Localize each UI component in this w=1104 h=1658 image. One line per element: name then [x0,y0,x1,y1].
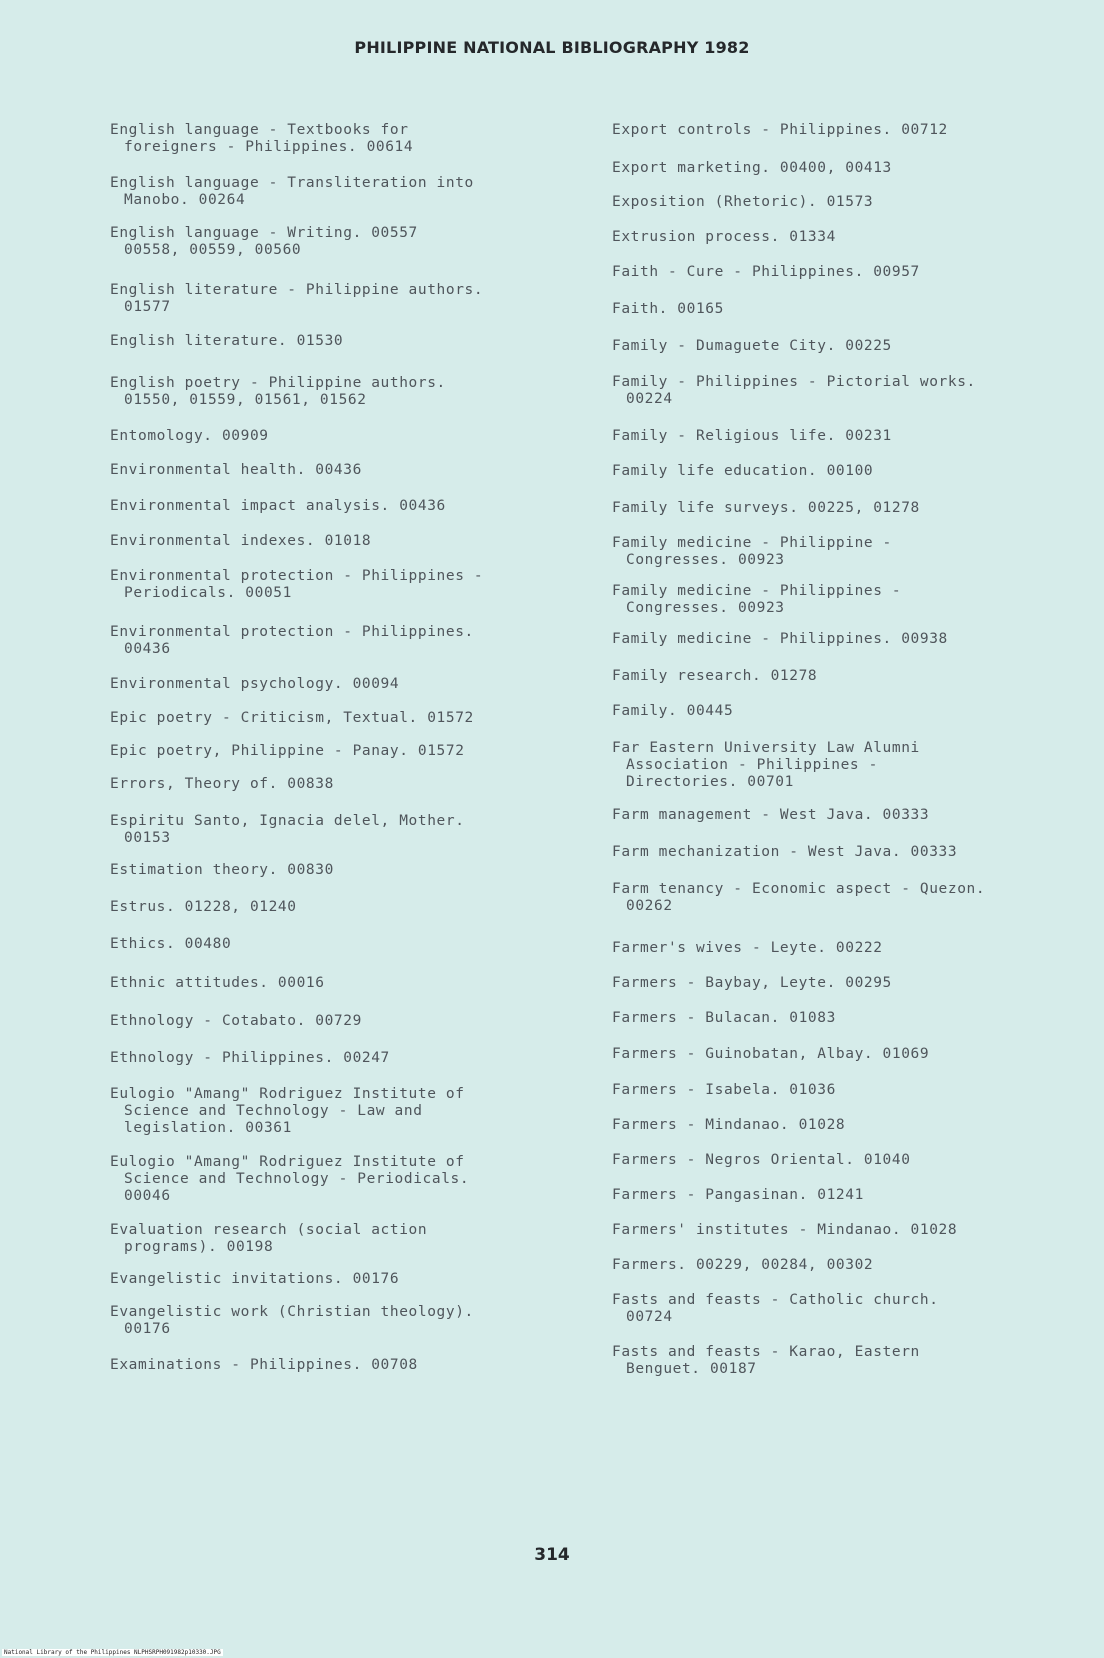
index-entry [612,740,1082,791]
page-number: 314 [534,1545,570,1565]
index-entry-line: Farmers - Pangasinan. 01241 [612,1187,864,1203]
index-entry-line: Entomology. 00909 [110,428,269,444]
index-entry [612,264,1082,281]
index-entry [612,1152,1082,1169]
index-entry-line: foreigners - Philippines. 00614 [124,139,414,155]
index-entry-line: Manobo. 00264 [124,192,246,208]
index-entry-line: Farm tenancy - Economic aspect - Quezon. [612,881,986,897]
index-entry [110,975,580,992]
index-entry [612,940,1082,957]
index-entry [612,1187,1082,1204]
index-entry-line: Farmers - Guinobatan, Albay. 01069 [612,1046,930,1062]
index-entry-line: Evangelistic invitations. 00176 [110,1271,400,1287]
index-entry [110,462,580,479]
index-entry [612,229,1082,246]
index-entry-line: Export controls - Philippines. 00712 [612,122,948,138]
index-entry [612,807,1082,824]
index-entry-line: English poetry - Philippine authors. [110,375,446,391]
index-entry-line: Estimation theory. 00830 [110,862,334,878]
index-entry [110,899,580,916]
index-entry-line: Ethics. 00480 [110,936,232,952]
index-entry [110,862,580,879]
index-entry-line: Family - Religious life. 00231 [612,428,892,444]
index-entry [612,1257,1082,1274]
index-entry [110,568,580,602]
index-entry-line: Ethnology - Cotabato. 00729 [110,1013,362,1029]
index-entry [110,1154,580,1205]
index-entry-line: 01577 [124,299,171,315]
index-entry-line: Periodicals. 00051 [124,585,292,601]
index-entry [612,122,1082,139]
index-entry-line: Science and Technology - Periodicals. [124,1171,470,1187]
index-entry-line: Environmental protection - Philippines. [110,624,474,640]
index-entry [110,813,580,847]
index-entry [612,1046,1082,1063]
index-entry-line: Environmental protection - Philippines - [110,568,484,584]
index-entry-line: 00436 [124,641,171,657]
index-entry-line: Farmers - Negros Oriental. 01040 [612,1152,911,1168]
index-entry [110,375,580,409]
index-entry [612,881,1082,915]
index-entry [110,428,580,445]
index-entry-line: Family life surveys. 00225, 01278 [612,500,920,516]
index-entry [110,1013,580,1030]
index-entry-line: Family medicine - Philippine - [612,535,892,551]
index-entry-line: Farmers - Mindanao. 01028 [612,1117,846,1133]
index-entry-line: Farmers. 00229, 00284, 00302 [612,1257,874,1273]
index-entry-line: Benguet. 00187 [626,1361,757,1377]
index-entry-line: English language - Textbooks for [110,122,409,138]
index-entry [110,624,580,658]
index-entry [110,776,580,793]
index-entry-line: 00046 [124,1188,171,1204]
index-entry-line: Family - Philippines - Pictorial works. [612,374,976,390]
index-entry-line: Exposition (Rhetoric). 01573 [612,194,874,210]
index-entry-line: Association - Philippines - [626,757,878,773]
index-entry-line: programs). 00198 [124,1239,274,1255]
index-entry-line: Environmental psychology. 00094 [110,676,400,692]
index-entry-line: Eulogio "Amang" Rodriguez Institute of [110,1086,465,1102]
index-entry [612,1292,1082,1326]
index-entry [612,631,1082,648]
index-entry [110,1304,580,1338]
index-entry [612,975,1082,992]
index-entry-line: 00262 [626,898,673,914]
index-entry [612,1010,1082,1027]
index-entry-line: 00558, 00559, 00560 [124,242,302,258]
index-entry-line: Farmers - Isabela. 01036 [612,1082,836,1098]
index-entry [110,1271,580,1288]
index-entry-line: Estrus. 01228, 01240 [110,899,297,915]
index-entry [110,676,580,693]
index-entry [612,583,1082,617]
index-entry-line: Ethnic attitudes. 00016 [110,975,325,991]
index-entry-line: Family - Dumaguete City. 00225 [612,338,892,354]
index-entry-line: Congresses. 00923 [626,552,785,568]
index-entry-line: 01550, 01559, 01561, 01562 [124,392,367,408]
index-entry [612,1117,1082,1134]
index-entry-line: Family life education. 00100 [612,463,874,479]
index-entry [110,225,580,259]
index-entry-line: Fasts and feasts - Catholic church. [612,1292,939,1308]
index-entry-line: Far Eastern University Law Alumni [612,740,920,756]
index-entry [110,1050,580,1067]
index-entry-line: Farmer's wives - Leyte. 00222 [612,940,883,956]
index-entry-line: Family medicine - Philippines. 00938 [612,631,948,647]
index-entry-line: Export marketing. 00400, 00413 [612,160,892,176]
index-entry-line: Farm management - West Java. 00333 [612,807,930,823]
index-entry-line: 00724 [626,1309,673,1325]
index-entry-line: Ethnology - Philippines. 00247 [110,1050,390,1066]
index-entry-line: Science and Technology - Law and [124,1103,423,1119]
page-title: PHILIPPINE NATIONAL BIBLIOGRAPHY 1982 [354,38,750,57]
index-entry [612,194,1082,211]
index-entry [110,122,580,156]
index-entry [110,1222,580,1256]
index-entry [110,282,580,316]
index-entry-line: Errors, Theory of. 00838 [110,776,334,792]
index-entry-line: Epic poetry - Criticism, Textual. 01572 [110,710,474,726]
index-entry-line: Farm mechanization - West Java. 00333 [612,844,958,860]
index-entry-line: Evaluation research (social action [110,1222,428,1238]
index-entry-line: Congresses. 00923 [626,600,785,616]
index-entry-line: legislation. 00361 [124,1120,292,1136]
footer-credit: National Library of the Philippines NLPHSRPH091982p10330.JPG [4,1649,221,1656]
index-entry-line: 00176 [124,1321,171,1337]
index-entry-line: 00224 [626,391,673,407]
index-entry-line: Directories. 00701 [626,774,794,790]
index-entry [110,533,580,550]
index-entry [110,333,580,350]
index-entry-line: English language - Transliteration into [110,175,474,191]
index-entry [612,703,1082,720]
index-entry [612,160,1082,177]
index-entry-line: Environmental health. 00436 [110,462,362,478]
index-entry-line: Environmental indexes. 01018 [110,533,372,549]
index-entry-line: Epic poetry, Philippine - Panay. 01572 [110,743,465,759]
index-entry [110,936,580,953]
index-entry-line: Extrusion process. 01334 [612,229,836,245]
index-entry-line: Eulogio "Amang" Rodriguez Institute of [110,1154,465,1170]
index-entry-line: English language - Writing. 00557 [110,225,418,241]
index-entry [612,844,1082,861]
index-entry [612,428,1082,445]
index-entry-line: Examinations - Philippines. 00708 [110,1357,418,1373]
index-entry-line: English literature. 01530 [110,333,344,349]
index-entry [612,1082,1082,1099]
index-entry-line: Family research. 01278 [612,668,818,684]
index-entry-line: Farmers' institutes - Mindanao. 01028 [612,1222,958,1238]
index-entry [612,301,1082,318]
index-entry [612,463,1082,480]
index-entry-line: Family medicine - Philippines - [612,583,902,599]
index-entry-line: Faith - Cure - Philippines. 00957 [612,264,920,280]
index-entry [612,1344,1082,1378]
index-entry-line: Environmental impact analysis. 00436 [110,498,446,514]
index-entry [612,1222,1082,1239]
index-entry [612,535,1082,569]
index-entry-line: Fasts and feasts - Karao, Eastern [612,1344,920,1360]
index-entry-line: Espiritu Santo, Ignacia delel, Mother. [110,813,465,829]
index-entry-line: 00153 [124,830,171,846]
index-entry-line: English literature - Philippine authors. [110,282,484,298]
index-entry [612,500,1082,517]
index-entry-line: Farmers - Baybay, Leyte. 00295 [612,975,892,991]
index-entry-line: Farmers - Bulacan. 01083 [612,1010,836,1026]
index-entry [110,1086,580,1137]
index-entry [110,1357,580,1374]
index-entry-line: Evangelistic work (Christian theology). [110,1304,474,1320]
index-entry-line: Family. 00445 [612,703,734,719]
index-entry [110,175,580,209]
index-entry [110,498,580,515]
index-entry [612,338,1082,355]
index-entry [110,710,580,727]
index-entry [612,374,1082,408]
index-entry [110,743,580,760]
index-entry-line: Faith. 00165 [612,301,724,317]
index-entry [612,668,1082,685]
